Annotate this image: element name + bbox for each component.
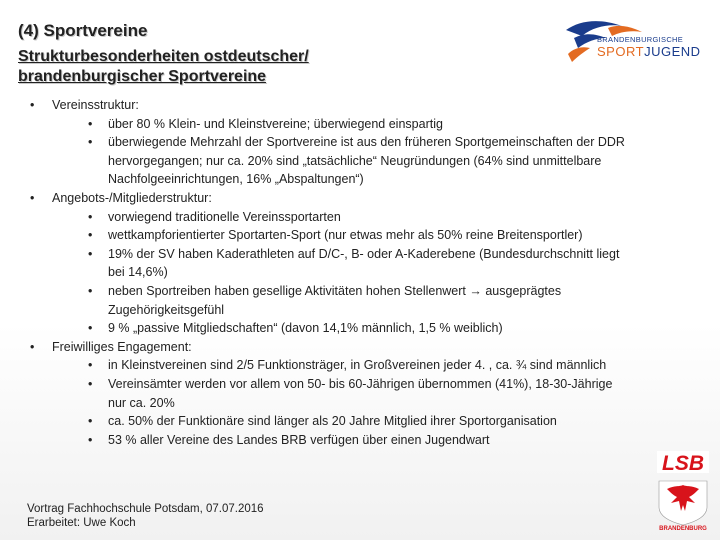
list-item-line: 53 % aller Vereine des Landes BRB verfügen über einen Jugendwart xyxy=(108,432,490,447)
list-item-line: wettkampforientierter Sportarten-Sport (nur etwas mehr als 50% reine Breitensportler) xyxy=(108,228,583,243)
subtitle-line-1: Strukturbesonderheiten ostdeutscher/ xyxy=(18,48,309,65)
item-bullet: • xyxy=(88,116,93,131)
footer-line-1: Vortrag Fachhochschule Potsdam, 07.07.2016 xyxy=(27,503,264,515)
section-heading: Angebots-/Mitgliederstruktur: xyxy=(52,191,212,205)
list-item-line: ca. 50% der Funktionäre sind länger als 20 Jahre Mitglied ihrer Sportorganisation xyxy=(108,414,557,429)
section-bullet: • xyxy=(30,339,35,354)
item-bullet: • xyxy=(88,135,93,150)
slide-subtitle xyxy=(18,47,518,87)
logo-word-sport: SPORT xyxy=(597,44,645,59)
item-bullet: • xyxy=(88,321,93,336)
list-item-line: über 80 % Klein- und Kleinstvereine; überwiegend einspartig xyxy=(108,116,443,131)
item-bullet: • xyxy=(88,377,93,391)
section-bullet: • xyxy=(30,98,35,112)
item-bullet: • xyxy=(88,358,93,373)
subtitle-line-2: brandenburgischer Sportvereine xyxy=(18,68,267,85)
footer xyxy=(27,502,264,530)
section-bullet: • xyxy=(30,191,35,205)
brandenburgische-sportjugend-logo xyxy=(560,14,710,74)
list-item-line: Zugehörigkeitsgefühl xyxy=(108,302,225,317)
item-bullet: • xyxy=(88,414,93,429)
item-bullet: • xyxy=(88,209,93,224)
item-bullet: • xyxy=(88,284,93,298)
list-item-line: Vereinsämter werden vor allem von 50- bis 60-Jährigen übernommen (41%), 18-30-Jährige xyxy=(108,377,613,391)
badge-sub-text: BRANDENBURG xyxy=(659,526,707,531)
list-item-line: hervorgegangen; nur ca. 20% sind „tatsächliche“ Neugründungen (64% sind unmittelbare xyxy=(108,153,602,168)
item-bullet: • xyxy=(88,228,93,243)
list-item-line: bei 14,6%) xyxy=(108,265,168,280)
brandenburg-eagle-icon xyxy=(651,451,714,531)
list-item-line: nur ca. 20% xyxy=(108,395,175,410)
section-heading: Vereinsstruktur: xyxy=(52,98,139,112)
list-item-line: in Kleinstvereinen sind 2/5 Funktionsträger, in Großvereinen jeder 4. , ca. ¾ sind männlich xyxy=(108,358,607,373)
list-item-line: überwiegende Mehrzahl der Sportvereine ist aus den früheren Sportgemeinschaften der DDR xyxy=(108,135,625,150)
section-heading: Freiwilliges Engagement: xyxy=(52,339,192,354)
list-item-line: Nachfolgeeinrichtungen, 16% „Abspaltungen“) xyxy=(108,172,364,187)
list-item-line: vorwiegend traditionelle Vereinssportarten xyxy=(108,209,341,224)
list-item-line: 19% der SV haben Kaderathleten auf D/C-, B- oder A-Kaderebene (Bundesdurchschnitt liegt xyxy=(108,246,620,261)
item-bullet: • xyxy=(88,246,93,261)
footer-line-2: Erarbeitet: Uwe Koch xyxy=(27,517,136,529)
logo-line-1: BRANDENBURGISCHE xyxy=(597,35,684,44)
lsb-badge xyxy=(651,451,714,531)
slide-title: (4) Sportvereine xyxy=(18,21,148,40)
badge-lsb-text: LSB xyxy=(662,452,704,475)
list-item-line: 9 % „passive Mitgliedschaften“ (davon 14,1% männlich, 1,5 % weiblich) xyxy=(108,321,503,336)
item-bullet: • xyxy=(88,432,93,447)
logo-line-2 xyxy=(597,44,701,59)
logo-word-jugend: JUGEND xyxy=(644,44,701,59)
list-item-line: neben Sportreiben haben gesellige Aktivitäten hohen Stellenwert → ausgeprägtes xyxy=(108,284,562,298)
